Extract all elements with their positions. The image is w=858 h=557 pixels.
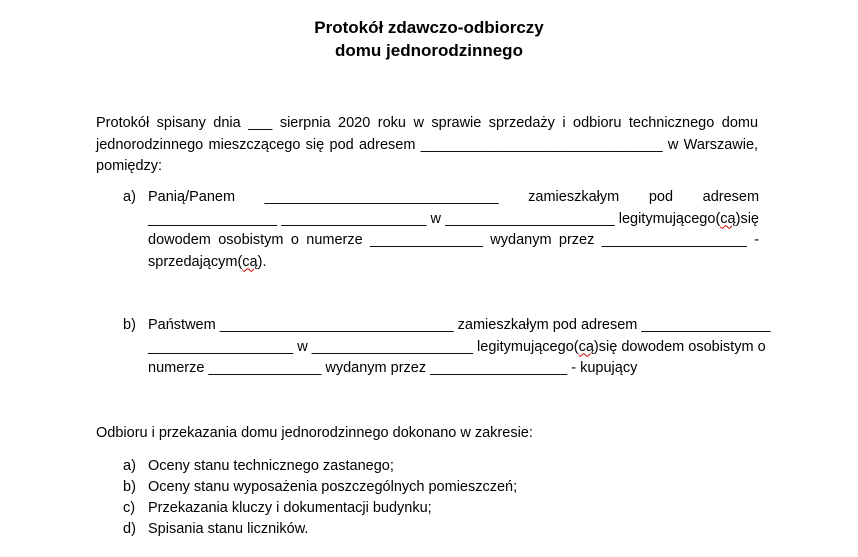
word: i xyxy=(562,115,566,131)
party-a-line-1 xyxy=(148,187,759,209)
title-line-2: domu jednorodzinnego xyxy=(335,41,523,60)
scope-item-marker: d) xyxy=(123,521,136,537)
word: ____________________ xyxy=(311,338,473,355)
word: _____________________________ xyxy=(219,317,454,333)
word: pod xyxy=(552,317,577,333)
intro-line-1 xyxy=(96,113,758,135)
word: domu xyxy=(721,115,759,131)
scope-item-text: Przekazania kluczy i dokumentacji budynku; xyxy=(148,500,432,516)
party-a-line-2: ________________ __________________ w _____________________ legitymującego(cą)się xyxy=(148,210,759,227)
word: __________________ xyxy=(148,338,294,355)
party-a-marker: a) xyxy=(123,189,136,205)
word: ______________ xyxy=(370,232,483,248)
word: Państwem xyxy=(148,317,216,333)
scope-item-text: Oceny stanu wyposażenia poszczególnych pomieszczeń; xyxy=(148,479,518,495)
word: osobistym xyxy=(218,232,284,248)
title-line-1: Protokół zdawczo-odbiorczy xyxy=(314,18,544,37)
scope-item-text: Spisania stanu liczników. xyxy=(148,521,309,537)
word: dowodem xyxy=(148,232,211,248)
word: w xyxy=(667,136,679,153)
word: o xyxy=(290,232,299,248)
spelling-mark: cą xyxy=(242,253,258,270)
scope-item-marker: c) xyxy=(123,500,136,516)
word: ___ xyxy=(248,115,273,131)
scope-item-marker: a) xyxy=(123,458,136,474)
word: Panią/Panem xyxy=(148,189,236,205)
spelling-mark: cą xyxy=(720,210,736,227)
word: adresem xyxy=(358,136,416,153)
word: spisany xyxy=(156,115,206,131)
word: _____________________ xyxy=(445,210,615,227)
party-b-line-3: numerze ______________ wydanym przez _________________ - kupujący xyxy=(148,360,638,376)
word: wydanym xyxy=(490,232,552,248)
scope-intro: Odbioru i przekazania domu jednorodzinnego dokonano w zakresie: xyxy=(96,425,533,441)
word: się xyxy=(305,136,325,153)
word: zamieszkałym xyxy=(528,189,620,205)
party-a-text xyxy=(148,187,759,273)
spelling-mark: cą xyxy=(578,338,594,355)
word: dowodem xyxy=(621,338,685,355)
word: ________________ xyxy=(641,317,771,333)
word: mieszczącego xyxy=(208,136,301,153)
document-title xyxy=(0,16,858,62)
word: __________________ xyxy=(281,210,427,227)
word: ________________ xyxy=(148,210,278,227)
intro-line-3: pomiędzy: xyxy=(96,158,163,174)
party-b-line-1 xyxy=(148,315,771,337)
word: w xyxy=(430,210,442,227)
word: się xyxy=(598,338,618,355)
word: zamieszkałym xyxy=(457,317,549,333)
word: numerze xyxy=(306,232,363,248)
word: Warszawie, xyxy=(683,136,759,153)
intro-line-2 xyxy=(96,135,758,157)
word: - xyxy=(754,232,760,248)
party-b-line-2: __________________ w ____________________ legitymującego(cą)się dowodem osobistym o xyxy=(148,338,766,355)
intro-paragraph xyxy=(96,113,758,178)
word: _____________________________ xyxy=(264,189,499,205)
word: sierpnia xyxy=(279,115,331,131)
party-b-text xyxy=(148,315,771,380)
word: 2020 xyxy=(338,115,371,131)
word: __________________ xyxy=(601,232,747,248)
word: roku xyxy=(377,115,406,131)
word: pod xyxy=(648,189,674,205)
word: w xyxy=(297,338,308,355)
party-a-line-4: sprzedającym(cą). xyxy=(148,253,267,270)
word: o xyxy=(757,338,766,355)
word: jednorodzinnego xyxy=(96,136,204,153)
word: sprzedaży xyxy=(488,115,555,131)
word: adresem xyxy=(702,189,760,205)
party-b-marker: b) xyxy=(123,317,136,333)
scope-item-marker: b) xyxy=(123,479,136,495)
party-a-line-3 xyxy=(148,230,759,252)
word: pod xyxy=(329,136,354,153)
word: ______________________________ xyxy=(420,136,663,153)
word: osobistym xyxy=(688,338,754,355)
word: dnia xyxy=(213,115,241,131)
word: sprawie xyxy=(431,115,482,131)
word: adresem xyxy=(580,317,638,333)
word: technicznego xyxy=(628,115,715,131)
word: przez xyxy=(558,232,595,248)
word: odbioru xyxy=(573,115,622,131)
word: w xyxy=(413,115,424,131)
scope-item-text: Oceny stanu technicznego zastanego; xyxy=(148,458,394,474)
word: Protokół xyxy=(96,115,150,131)
